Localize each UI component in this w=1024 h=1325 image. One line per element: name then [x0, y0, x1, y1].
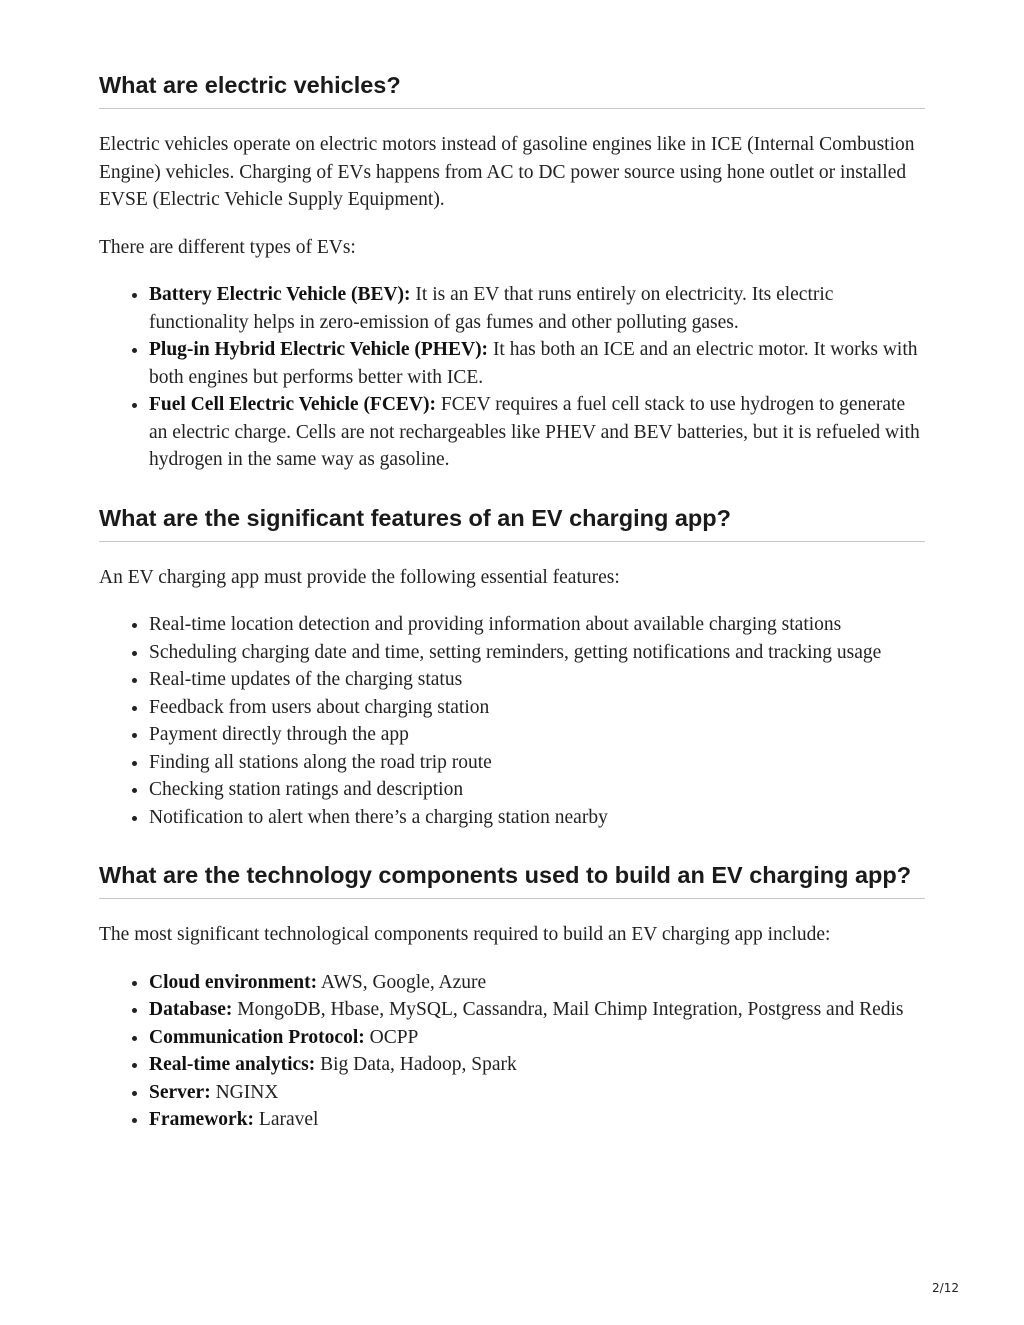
list-item: • Finding all stations along the road trip route: [149, 749, 925, 777]
paragraph: The most significant technological components required to build an EV charging app include:: [99, 924, 831, 945]
section-heading: What are the technology components used to build an EV charging app?: [99, 860, 925, 899]
item-term: Framework:: [149, 1109, 255, 1130]
bullet-list: [99, 281, 925, 474]
item-text: FCEV requires a fuel cell stack to use hydrogen to generate an electric charge. Cells are not rechargeables like PHEV and BEV batteries, but it is refueled with hydrogen in the same way as gasoline.: [149, 394, 920, 470]
page-number: 2/12: [932, 1281, 959, 1295]
paragraph: An EV charging app must provide the following essential features:: [99, 566, 620, 588]
item-text: MongoDB, Hbase, MySQL, Cassandra, Mail Chimp Integration, Postgress and Redis: [232, 999, 904, 1020]
list-item: • Scheduling charging date and time, setting reminders, getting notifications and tracking usage: [149, 639, 925, 667]
item-term: Cloud environment:: [149, 971, 318, 993]
list-item: [149, 1051, 925, 1079]
item-text: It has both an ICE and an electric motor. It works with both engines but performs better with ICE.: [149, 339, 918, 388]
item-text: NGINX: [210, 1081, 279, 1103]
article-body: [99, 70, 925, 1134]
list-item: • Real-time updates of the charging status: [149, 666, 925, 694]
item-text: OCPP: [364, 1026, 419, 1048]
section-heading: What are the significant features of an EV charging app?: [99, 503, 925, 542]
list-item: • Checking station ratings and description: [149, 776, 925, 804]
list-item: • Notification to alert when there’s a charging station nearby: [149, 804, 925, 832]
item-term: Database:: [149, 999, 233, 1020]
item-term: Fuel Cell Electric Vehicle (FCEV):: [149, 394, 437, 415]
item-term: Server:: [149, 1081, 211, 1103]
list-item: • Payment directly through the app: [149, 721, 925, 749]
item-term: Real-time analytics:: [149, 1054, 316, 1075]
list-item: • Feedback from users about charging station: [149, 694, 925, 722]
list-item: [149, 1024, 925, 1052]
paragraph: Electric vehicles operate on electric motors instead of gasoline engines like in ICE (Internal Combustion Engine) vehicles. Charging of EVs happens from AC to DC power source using hone outlet or installed EVSE (Electric Vehicle Supply Equipment).: [99, 134, 915, 210]
list-item: [149, 969, 925, 997]
item-text: AWS, Google, Azure: [317, 971, 487, 993]
item-term: Plug-in Hybrid Electric Vehicle (PHEV):: [149, 339, 489, 360]
paragraph: There are different types of EVs:: [99, 236, 356, 258]
list-item: [149, 1106, 925, 1134]
list-item: [149, 996, 925, 1024]
bullet-list: [99, 611, 925, 831]
list-item: [149, 391, 925, 474]
list-item: • Real-time location detection and providing information about available charging stations: [149, 611, 925, 639]
list-item: [149, 336, 925, 391]
section-heading: What are electric vehicles?: [99, 70, 925, 109]
item-text: Big Data, Hadoop, Spark: [315, 1054, 517, 1075]
item-text: Laravel: [254, 1109, 319, 1130]
item-term: Battery Electric Vehicle (BEV):: [149, 284, 411, 305]
list-item: [149, 1079, 925, 1107]
item-term: Communication Protocol:: [149, 1026, 365, 1048]
bullet-list: [99, 969, 925, 1134]
list-item: [149, 281, 925, 336]
item-text: It is an EV that runs entirely on electricity. Its electric functionality helps in zero-emission of gas fumes and other polluting gases.: [149, 284, 834, 333]
